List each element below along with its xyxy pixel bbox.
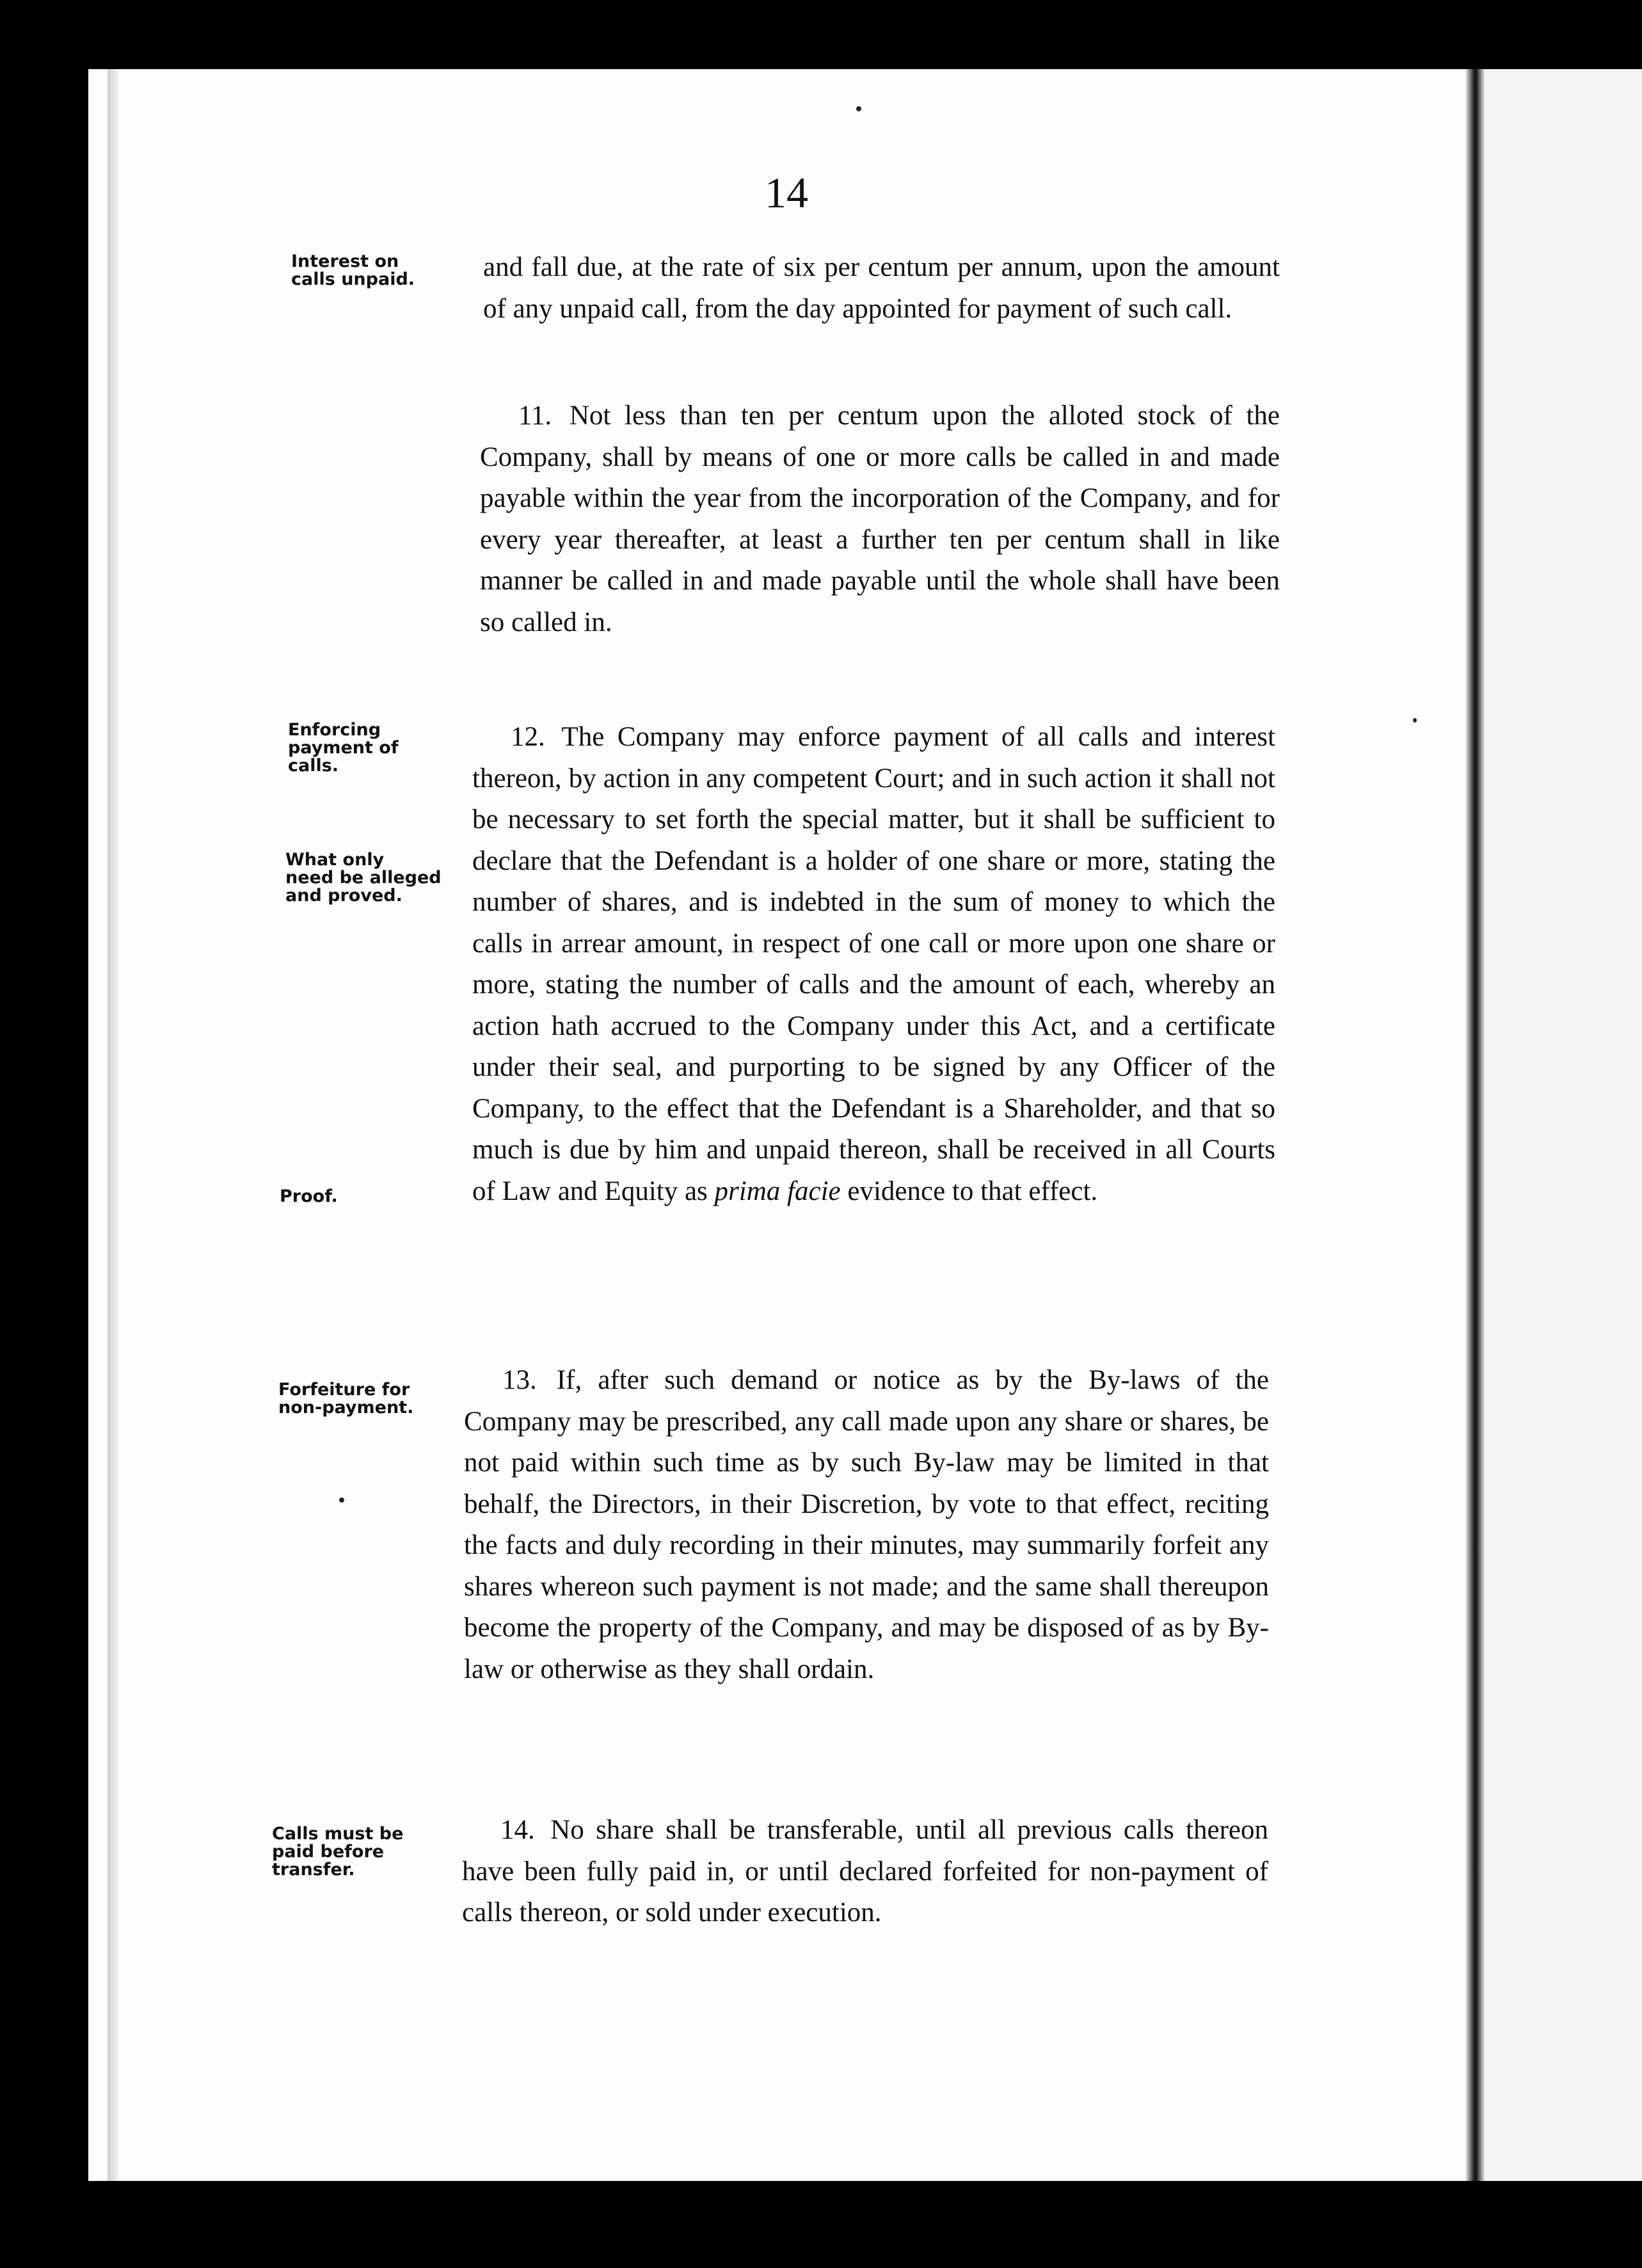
scan-border xyxy=(88,2181,1642,2268)
margin-note-calls-before-transfer xyxy=(272,1825,403,1879)
paragraph-text: evidence to that effect. xyxy=(847,1176,1098,1206)
paragraph-text: If, after such demand or notice as by the By-laws of the Company may be prescribed, any call made upon any share or shares, be not paid within such time as by such By-law may be limited in that behalf, the Directors, in their Discretion, by vote to that effect, reciting the facts and duly recording in their minutes, may summarily forfeit any shares whereon such payment is not made; and the same shall thereupon become the property of the Company, and may be disposed of as by By-law or otherwise as they shall ordain. xyxy=(464,1365,1269,1684)
paragraph-10-continued xyxy=(483,247,1280,330)
page-fold-shadow xyxy=(108,69,119,2181)
adjacent-page-edge xyxy=(1483,69,1642,2181)
scan-speck xyxy=(1413,718,1417,723)
margin-note-line: calls. xyxy=(288,756,339,776)
paragraph-number: 12. xyxy=(511,722,545,752)
margin-note-line: Forfeiture for xyxy=(278,1380,410,1400)
book-spine xyxy=(1465,69,1485,2181)
margin-note-forfeiture xyxy=(278,1381,413,1417)
margin-note-line: Enforcing xyxy=(288,720,381,740)
margin-note-line: non-payment. xyxy=(278,1398,414,1418)
page-number: 14 xyxy=(765,168,808,217)
paragraph-12 xyxy=(472,717,1275,1212)
margin-note-line: and proved. xyxy=(285,886,403,906)
paragraph-text: Not less than ten per centum upon the alloted stock of the Company, shall by means of one or more calls be called in and made payable within the year from the incorporation of the Company, and for every year thereafter, at least a further ten per centum shall in like manner be called in and made payable until the whole shall have been so called in. xyxy=(480,401,1280,637)
paragraph-text: No share shall be transferable, until all previous calls thereon have been fully paid in, or until declared forfeited for non-payment of calls thereon, or sold under execution. xyxy=(462,1815,1268,1928)
paragraph-number: 11. xyxy=(518,401,552,431)
paragraph-text: The Company may enforce payment of all calls and interest thereon, by action in any competent Court; and in such action it shall not be necessary to set forth the special matter, but it shall be sufficient to declare that the Defendant is a holder of one share or more, stating the number of shares, and is indebted in the sum of money to which the calls in arrear amount, in respect of one call or more upon one share or more, stating the number of calls and the amount of each, whereby an action hath accrued to the Company under this Act, and a certificate under their seal, and purporting to be signed by any Officer of the Company, to the effect that the Defendant is a Shareholder, and that so much is due by him and unpaid thereon, shall be received in all Courts of Law and Equity as xyxy=(472,722,1275,1206)
paragraph-number: 13. xyxy=(502,1365,537,1395)
margin-note-line: Calls must be xyxy=(272,1824,404,1844)
paragraph-13 xyxy=(464,1360,1269,1690)
margin-note-line: transfer. xyxy=(272,1860,355,1880)
margin-note-interest xyxy=(291,253,415,289)
margin-note-line: need be alleged xyxy=(285,868,442,888)
margin-note-line: Interest on xyxy=(291,252,399,271)
margin-note-proof: Proof. xyxy=(280,1186,338,1206)
paragraph-14 xyxy=(462,1810,1268,1934)
margin-note-line: payment of xyxy=(288,738,399,758)
paragraph-text: and fall due, at the rate of six per centum per annum, upon the amount of any unpaid call, from the day appointed for payment of such call. xyxy=(483,252,1280,324)
paragraph-number: 14. xyxy=(500,1815,535,1845)
scan-speck xyxy=(339,1497,344,1503)
margin-note-enforcing xyxy=(288,721,399,775)
margin-note-line: calls unpaid. xyxy=(291,269,415,289)
paragraph-11 xyxy=(480,395,1280,643)
italic-phrase: prima facie xyxy=(714,1176,841,1206)
margin-note-line: What only xyxy=(285,850,385,870)
margin-note-line: paid before xyxy=(272,1842,385,1862)
scan-speck xyxy=(856,106,861,111)
margin-note-what-only xyxy=(285,851,442,905)
